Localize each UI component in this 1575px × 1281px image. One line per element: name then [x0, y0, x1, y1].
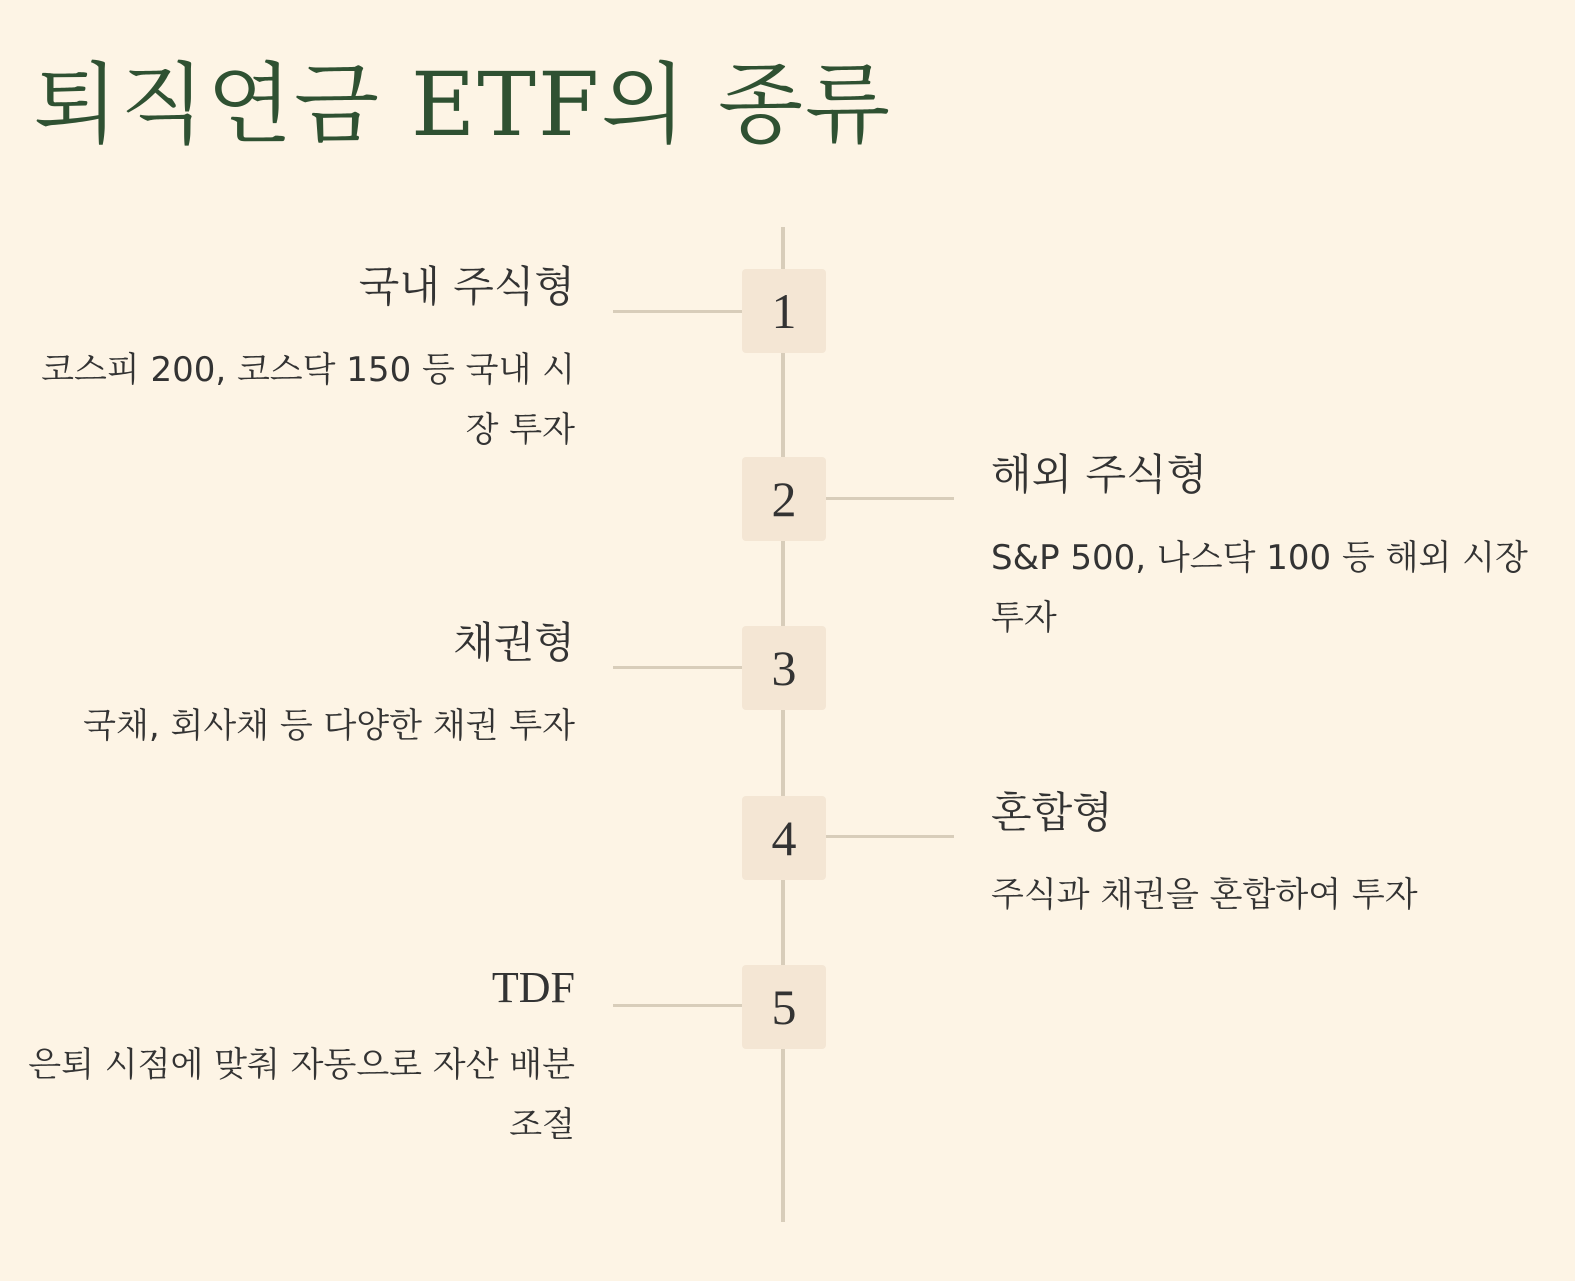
step-5-description: 은퇴 시점에 맞춰 자동으로 자산 배분 조절 [28, 1045, 575, 1145]
step-3-title: 채권형 [453, 618, 575, 667]
step-1-number-box: 1 [742, 269, 826, 353]
step-3-description: 국채, 회사채 등 다양한 채권 투자 [83, 706, 575, 746]
page-title: 퇴직연금 ETF의 종류 [33, 53, 892, 156]
connector-1 [613, 310, 743, 313]
connector-5 [613, 1004, 743, 1007]
connector-3 [613, 666, 743, 669]
step-4-title: 혼합형 [991, 788, 1113, 837]
step-4-number-box: 4 [742, 796, 826, 880]
step-2-number-box: 2 [742, 457, 826, 541]
connector-2 [826, 497, 954, 500]
step-3-number-box: 3 [742, 626, 826, 710]
step-5-number-box: 5 [742, 965, 826, 1049]
timeline-axis [781, 227, 785, 1222]
step-1-description: 코스피 200, 코스닥 150 등 국내 시장 투자 [41, 350, 575, 450]
step-4-description: 주식과 채권을 혼합하여 투자 [991, 875, 1418, 915]
step-5-title: TDF [491, 963, 575, 1012]
step-1-title: 국내 주식형 [358, 262, 575, 311]
step-2-description: S&P 500, 나스닥 100 등 해외 시장 투자 [991, 538, 1528, 638]
connector-4 [826, 835, 954, 838]
step-2-title: 해외 주식형 [991, 450, 1208, 499]
